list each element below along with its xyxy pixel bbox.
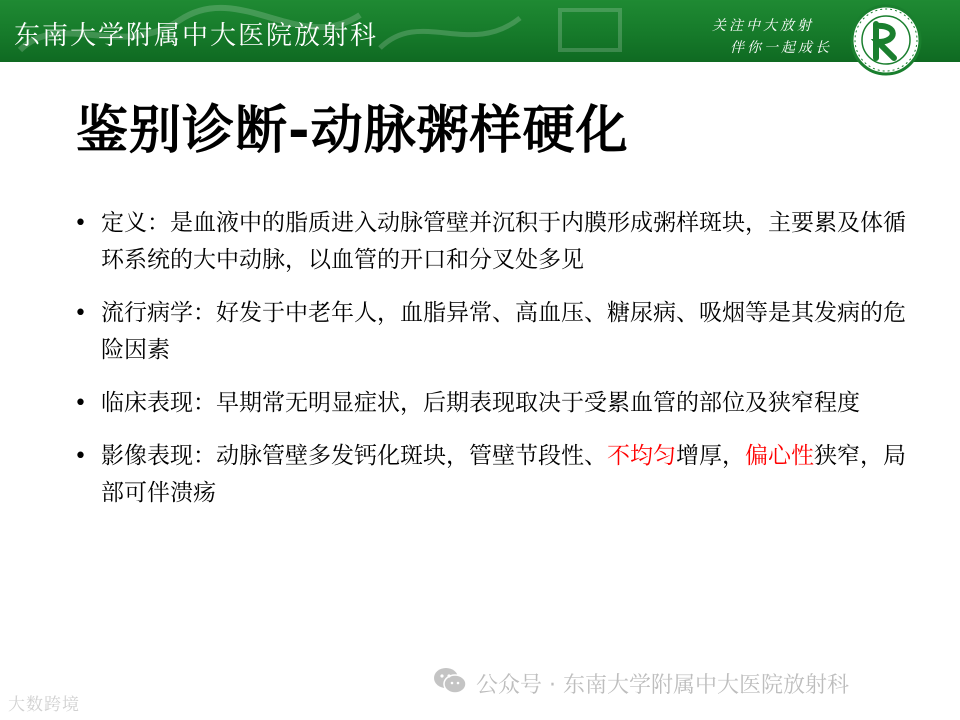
header-title: 东南大学附属中大医院放射科 <box>14 21 379 51</box>
bullet-clinical <box>70 385 910 422</box>
bullet-text: 定义：是血液中的脂质进入动脉管壁并沉积于内膜形成粥样斑块，主要累及体循环系统的大中动脉，以血管的开口和分叉处多见 <box>101 210 906 273</box>
bullet-epidemiology <box>70 295 910 369</box>
bullet-text-post: 狭窄，局部可伴溃疡 <box>101 443 906 506</box>
bullet-marker: • <box>74 211 87 236</box>
bullet-text: 临床表现：早期常无明显症状，后期表现取决于受累血管的部位及狭窄程度 <box>101 390 860 416</box>
bullet-definition <box>70 205 910 279</box>
bullet-list <box>70 205 910 528</box>
highlight-uneven: 不均匀 <box>607 443 676 469</box>
header-banner <box>0 0 960 62</box>
hospital-radiology-logo-icon <box>846 4 928 86</box>
bullet-text: 流行病学：好发于中老年人，血脂异常、高血压、糖尿病、吸烟等是其发病的危险因素 <box>101 300 906 363</box>
watermark-text: 公众号 · 东南大学附属中大医院放射科 <box>476 673 849 698</box>
bullet-marker: • <box>74 444 87 469</box>
bullet-marker: • <box>74 391 87 416</box>
corner-watermark: 大数跨境 <box>8 695 80 715</box>
bullet-text-pre: 影像表现：动脉管壁多发钙化斑块，管壁节段性、 <box>101 443 607 469</box>
bullet-imaging <box>70 438 910 512</box>
wechat-icon <box>432 666 468 696</box>
slogan-line-1: 关注中大放射 <box>712 18 814 34</box>
slogan-line-2: 伴你一起成长 <box>730 40 832 56</box>
bullet-marker: • <box>74 301 87 326</box>
highlight-eccentric: 偏心性 <box>745 443 814 469</box>
slide-title: 鉴别诊断-动脉粥样硬化 <box>76 101 629 161</box>
bullet-text-mid: 增厚， <box>676 443 745 469</box>
